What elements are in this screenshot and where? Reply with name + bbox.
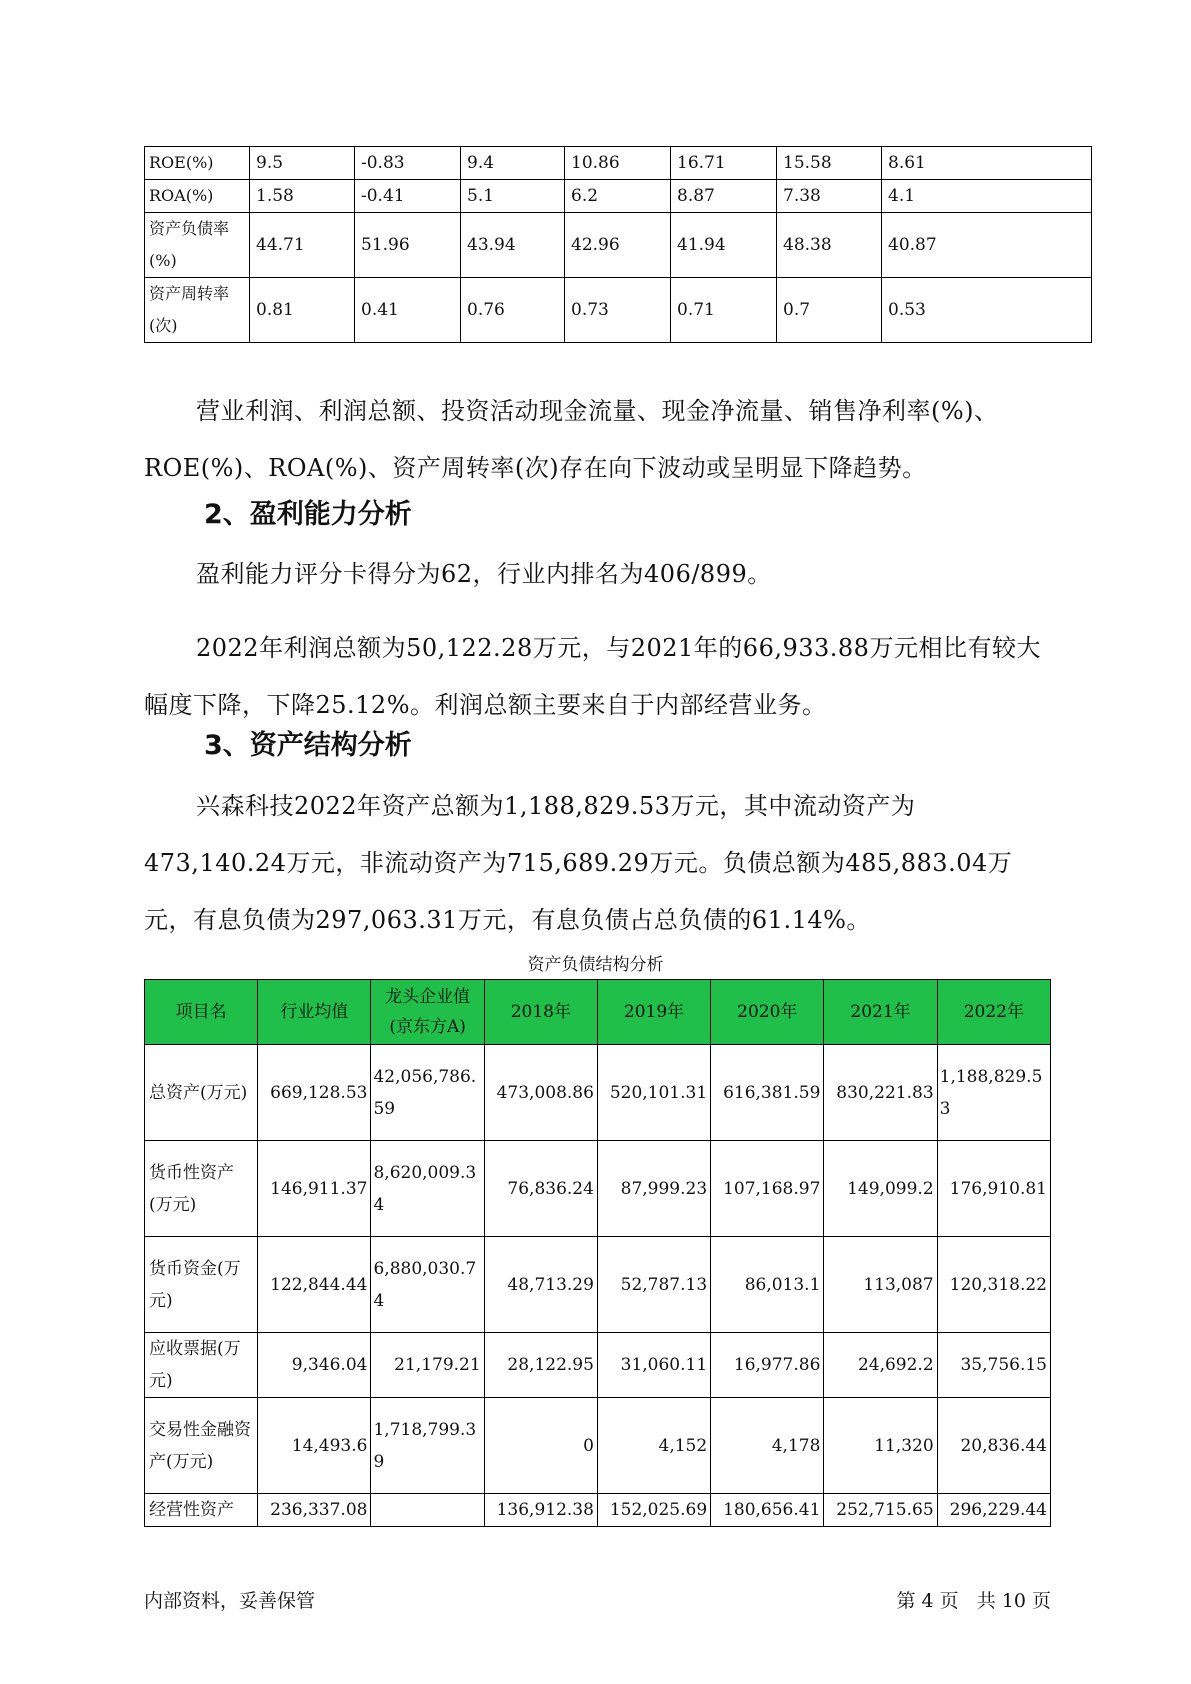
table-cell: 16,977.86 — [711, 1333, 824, 1398]
table-row — [145, 1398, 1051, 1494]
table-cell: 24,692.2 — [824, 1333, 937, 1398]
table-cell: 0.71 — [671, 278, 777, 343]
table-row — [145, 1141, 1051, 1237]
table-cell: 6.2 — [565, 180, 671, 213]
table-cell: 473,008.86 — [484, 1045, 597, 1141]
table-cell: 52,787.13 — [597, 1237, 710, 1333]
section-heading-asset-structure: 3、资产结构分析 — [204, 730, 412, 761]
table-cell: 136,912.38 — [484, 1494, 597, 1527]
table-cell: 149,099.2 — [824, 1141, 937, 1237]
table-cell: 5.1 — [461, 180, 565, 213]
table-cell: 42.96 — [565, 213, 671, 278]
column-header: 2021年 — [824, 980, 937, 1045]
table-cell: 176,910.81 — [937, 1141, 1050, 1237]
column-header: 2018年 — [484, 980, 597, 1045]
row-label: 应收票据(万元) — [145, 1333, 258, 1398]
table-cell: 4.1 — [882, 180, 1092, 213]
footer-confidential-note: 内部资料，妥善保管 — [144, 1590, 316, 1612]
table-caption: 资产负债结构分析 — [527, 955, 664, 975]
row-label: 资产周转率(次) — [145, 278, 250, 343]
column-header: 项目名 — [145, 980, 258, 1045]
asset-paragraph: 兴森科技2022年资产总额为1,188,829.53万元，其中流动资产为473,140.24万元，非流动资产为715,689.29万元。负债总额为485,883.04万元，有息负债为297,063.31万元，有息负债占总负债的61.14%。 — [144, 792, 1013, 934]
table-cell: 122,844.44 — [258, 1237, 371, 1333]
table-cell: 8.61 — [882, 147, 1092, 180]
table-row — [145, 1237, 1051, 1333]
table-header-row — [145, 980, 1051, 1045]
row-label: ROE(%) — [145, 147, 250, 180]
row-label: 货币性资产(万元) — [145, 1141, 258, 1237]
table-cell: 0.53 — [882, 278, 1092, 343]
table-cell: 8.87 — [671, 180, 777, 213]
table-cell: 87,999.23 — [597, 1141, 710, 1237]
table-cell: 48,713.29 — [484, 1237, 597, 1333]
table-cell: 48.38 — [777, 213, 882, 278]
table-cell: 296,229.44 — [937, 1494, 1050, 1527]
table-cell: 4,152 — [597, 1398, 710, 1494]
table-cell: 4,178 — [711, 1398, 824, 1494]
table-cell: 107,168.97 — [711, 1141, 824, 1237]
column-header: 2022年 — [937, 980, 1050, 1045]
table-cell: 42,056,786.59 — [371, 1045, 484, 1141]
column-header: 2020年 — [711, 980, 824, 1045]
row-label: ROA(%) — [145, 180, 250, 213]
table-cell: 51.96 — [355, 213, 461, 278]
asset-liability-table — [144, 979, 1051, 1527]
table-cell: 180,656.41 — [711, 1494, 824, 1527]
table-cell: 86,013.1 — [711, 1237, 824, 1333]
profit-paragraph: 2022年利润总额为50,122.28万元，与2021年的66,933.88万元相比有较大幅度下降，下降25.12%。利润总额主要来自于内部经营业务。 — [144, 634, 1041, 719]
table-cell: 6,880,030.74 — [371, 1237, 484, 1333]
table-row — [145, 1333, 1051, 1398]
table-cell: 7.38 — [777, 180, 882, 213]
table-cell: 44.71 — [250, 213, 355, 278]
table-cell: 9,346.04 — [258, 1333, 371, 1398]
table-cell: 76,836.24 — [484, 1141, 597, 1237]
table-cell: 31,060.11 — [597, 1333, 710, 1398]
table-cell: 16.71 — [671, 147, 777, 180]
table-cell: 1,188,829.53 — [937, 1045, 1050, 1141]
table-cell: 0.73 — [565, 278, 671, 343]
table-cell: 15.58 — [777, 147, 882, 180]
table-cell: 20,836.44 — [937, 1398, 1050, 1494]
table-cell: -0.41 — [355, 180, 461, 213]
section-heading-profitability: 2、盈利能力分析 — [204, 499, 412, 530]
table-cell: 41.94 — [671, 213, 777, 278]
table-cell: 0.81 — [250, 278, 355, 343]
table-row — [145, 147, 1092, 180]
table-cell: 252,715.65 — [824, 1494, 937, 1527]
column-header: 2019年 — [597, 980, 710, 1045]
table-cell: 35,756.15 — [937, 1333, 1050, 1398]
table-cell: 14,493.6 — [258, 1398, 371, 1494]
row-label: 经营性资产 — [145, 1494, 258, 1527]
table-row — [145, 1494, 1051, 1527]
table-cell: 0.76 — [461, 278, 565, 343]
table-cell: 113,087 — [824, 1237, 937, 1333]
row-label: 资产负债率(%) — [145, 213, 250, 278]
table-cell: 0.7 — [777, 278, 882, 343]
table-cell: 1,718,799.39 — [371, 1398, 484, 1494]
table-row — [145, 278, 1092, 343]
page-number: 第 4 页 共 10 页 — [896, 1590, 1051, 1612]
score-paragraph: 盈利能力评分卡得分为62，行业内排名为406/899。 — [196, 560, 772, 588]
table-row — [145, 180, 1092, 213]
table-cell: 40.87 — [882, 213, 1092, 278]
row-label: 货币资金(万元) — [145, 1237, 258, 1333]
table-cell: 669,128.53 — [258, 1045, 371, 1141]
table-cell — [371, 1494, 484, 1527]
trend-paragraph: 营业利润、利润总额、投资活动现金流量、现金净流量、销售净利率(%)、ROE(%)、ROA(%)、资产周转率(次)存在向下波动或呈明显下降趋势。 — [144, 397, 999, 482]
table-cell: 146,911.37 — [258, 1141, 371, 1237]
row-label: 交易性金融资产(万元) — [145, 1398, 258, 1494]
table-cell: 11,320 — [824, 1398, 937, 1494]
row-label: 总资产(万元) — [145, 1045, 258, 1141]
table-cell: 8,620,009.34 — [371, 1141, 484, 1237]
table-cell: 0.41 — [355, 278, 461, 343]
table-cell: 10.86 — [565, 147, 671, 180]
table-cell: 21,179.21 — [371, 1333, 484, 1398]
column-header: 行业均值 — [258, 980, 371, 1045]
table-cell: 43.94 — [461, 213, 565, 278]
table-cell: 9.4 — [461, 147, 565, 180]
table-cell: 1.58 — [250, 180, 355, 213]
table-cell: 236,337.08 — [258, 1494, 371, 1527]
column-header: 龙头企业值(京东方A) — [371, 980, 484, 1045]
table-cell: 0 — [484, 1398, 597, 1494]
table-row — [145, 1045, 1051, 1141]
table-cell: 28,122.95 — [484, 1333, 597, 1398]
table-cell: 120,318.22 — [937, 1237, 1050, 1333]
table-cell: 616,381.59 — [711, 1045, 824, 1141]
ratio-table — [144, 146, 1092, 343]
table-cell: 830,221.83 — [824, 1045, 937, 1141]
table-cell: 9.5 — [250, 147, 355, 180]
table-cell: -0.83 — [355, 147, 461, 180]
table-cell: 520,101.31 — [597, 1045, 710, 1141]
table-cell: 152,025.69 — [597, 1494, 710, 1527]
table-row — [145, 213, 1092, 278]
